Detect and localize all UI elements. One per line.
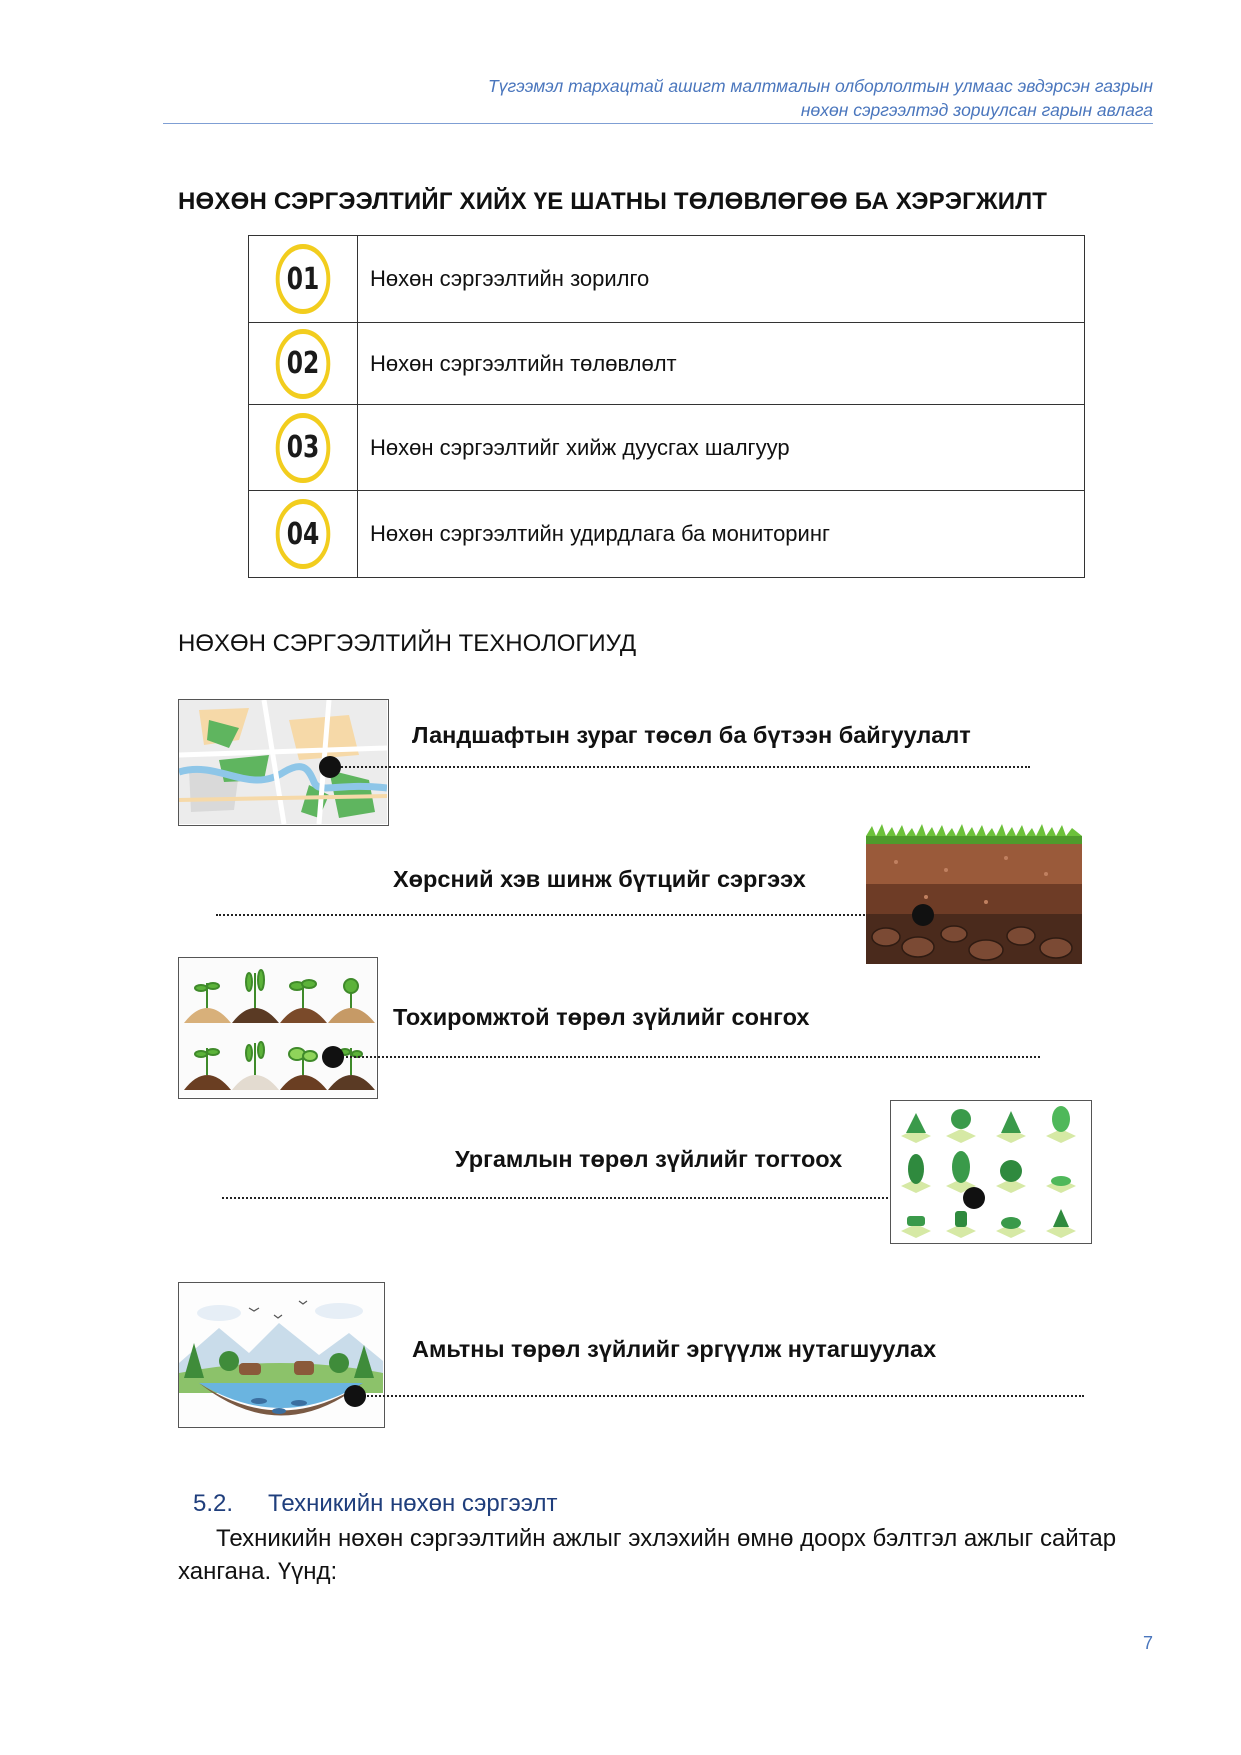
plan-step-row: [249, 323, 1085, 405]
connector-dot-icon: [963, 1187, 985, 1209]
technology-label: Амьтны төрөл зүйлийг эргүүлж нутагшуулах: [412, 1336, 937, 1362]
connector-dotted-line: [222, 1197, 980, 1199]
step-label: Нөхөн сэргээлтийн удирдлага ба мониторинг: [358, 491, 1085, 578]
tree-tiles-illustration: [890, 1100, 1092, 1244]
page-number: 7: [1142, 1633, 1153, 1653]
technology-label: Тохиромжтой төрөл зүйлийг сонгох: [393, 1004, 810, 1030]
technologies-title: НӨХӨН СЭРГЭЭЛТИЙН ТЕХНОЛОГИУД: [178, 630, 637, 657]
step-label: Нөхөн сэргээлтийн төлөвлөлт: [358, 323, 1085, 405]
city-map-illustration: [178, 699, 389, 826]
plan-steps-table: [248, 235, 1085, 578]
plan-step-row: [249, 236, 1085, 323]
plan-title: НӨХӨН СЭРГЭЭЛТИЙГ ХИЙХ ҮЕ ШАТНЫ ТӨЛӨВЛӨГӨӨ БА ХЭРЭГЖИЛТ: [178, 188, 1048, 215]
section-number: 5.2.: [193, 1490, 234, 1517]
connector-dotted-line: [342, 1056, 1040, 1058]
technology-label: Хөрсний хэв шинж бүтцийг сэргээх: [393, 866, 806, 892]
technology-label: Ургамлын төрөл зүйлийг тогтоох: [455, 1146, 843, 1172]
running-header-line-2: нөхөн сэргээлтэд зориулсан гарын авлага: [800, 100, 1153, 120]
connector-dotted-line: [364, 1395, 1084, 1397]
step-number-badge: 02: [276, 329, 331, 399]
technology-label: Ландшафтын зураг төсөл ба бүтээн байгуулалт: [412, 722, 971, 748]
step-label: Нөхөн сэргээлтийг хийж дуусгах шалгуур: [358, 405, 1085, 491]
plan-step-row: [249, 405, 1085, 491]
connector-dot-icon: [322, 1046, 344, 1068]
connector-dot-icon: [344, 1385, 366, 1407]
step-number-badge: 01: [276, 244, 331, 314]
step-label: Нөхөн сэргээлтийн зорилго: [358, 236, 1085, 323]
step-number-badge: 04: [276, 499, 331, 569]
seedlings-illustration: [178, 957, 378, 1099]
header-divider: [163, 123, 1153, 124]
connector-dotted-line: [216, 914, 928, 916]
soil-layers-illustration: [866, 822, 1082, 964]
section-title: Техникийн нөхөн сэргээлт: [268, 1490, 558, 1517]
connector-dotted-line: [334, 766, 1030, 768]
running-header: [488, 74, 1153, 122]
running-header-line-1: Түгээмэл тархацтай ашигт малтмалын олборлолтын улмаас эвдэрсэн газрын: [488, 76, 1153, 96]
step-number-badge: 03: [276, 413, 331, 483]
body-paragraph: Техникийн нөхөн сэргээлтийн ажлыг эхлэхийн өмнө доорх бэлтгэл ажлыг сайтар хангана. Үүнд:: [178, 1525, 1117, 1585]
connector-dot-icon: [912, 904, 934, 926]
connector-dot-icon: [319, 756, 341, 778]
plan-step-row: [249, 491, 1085, 578]
